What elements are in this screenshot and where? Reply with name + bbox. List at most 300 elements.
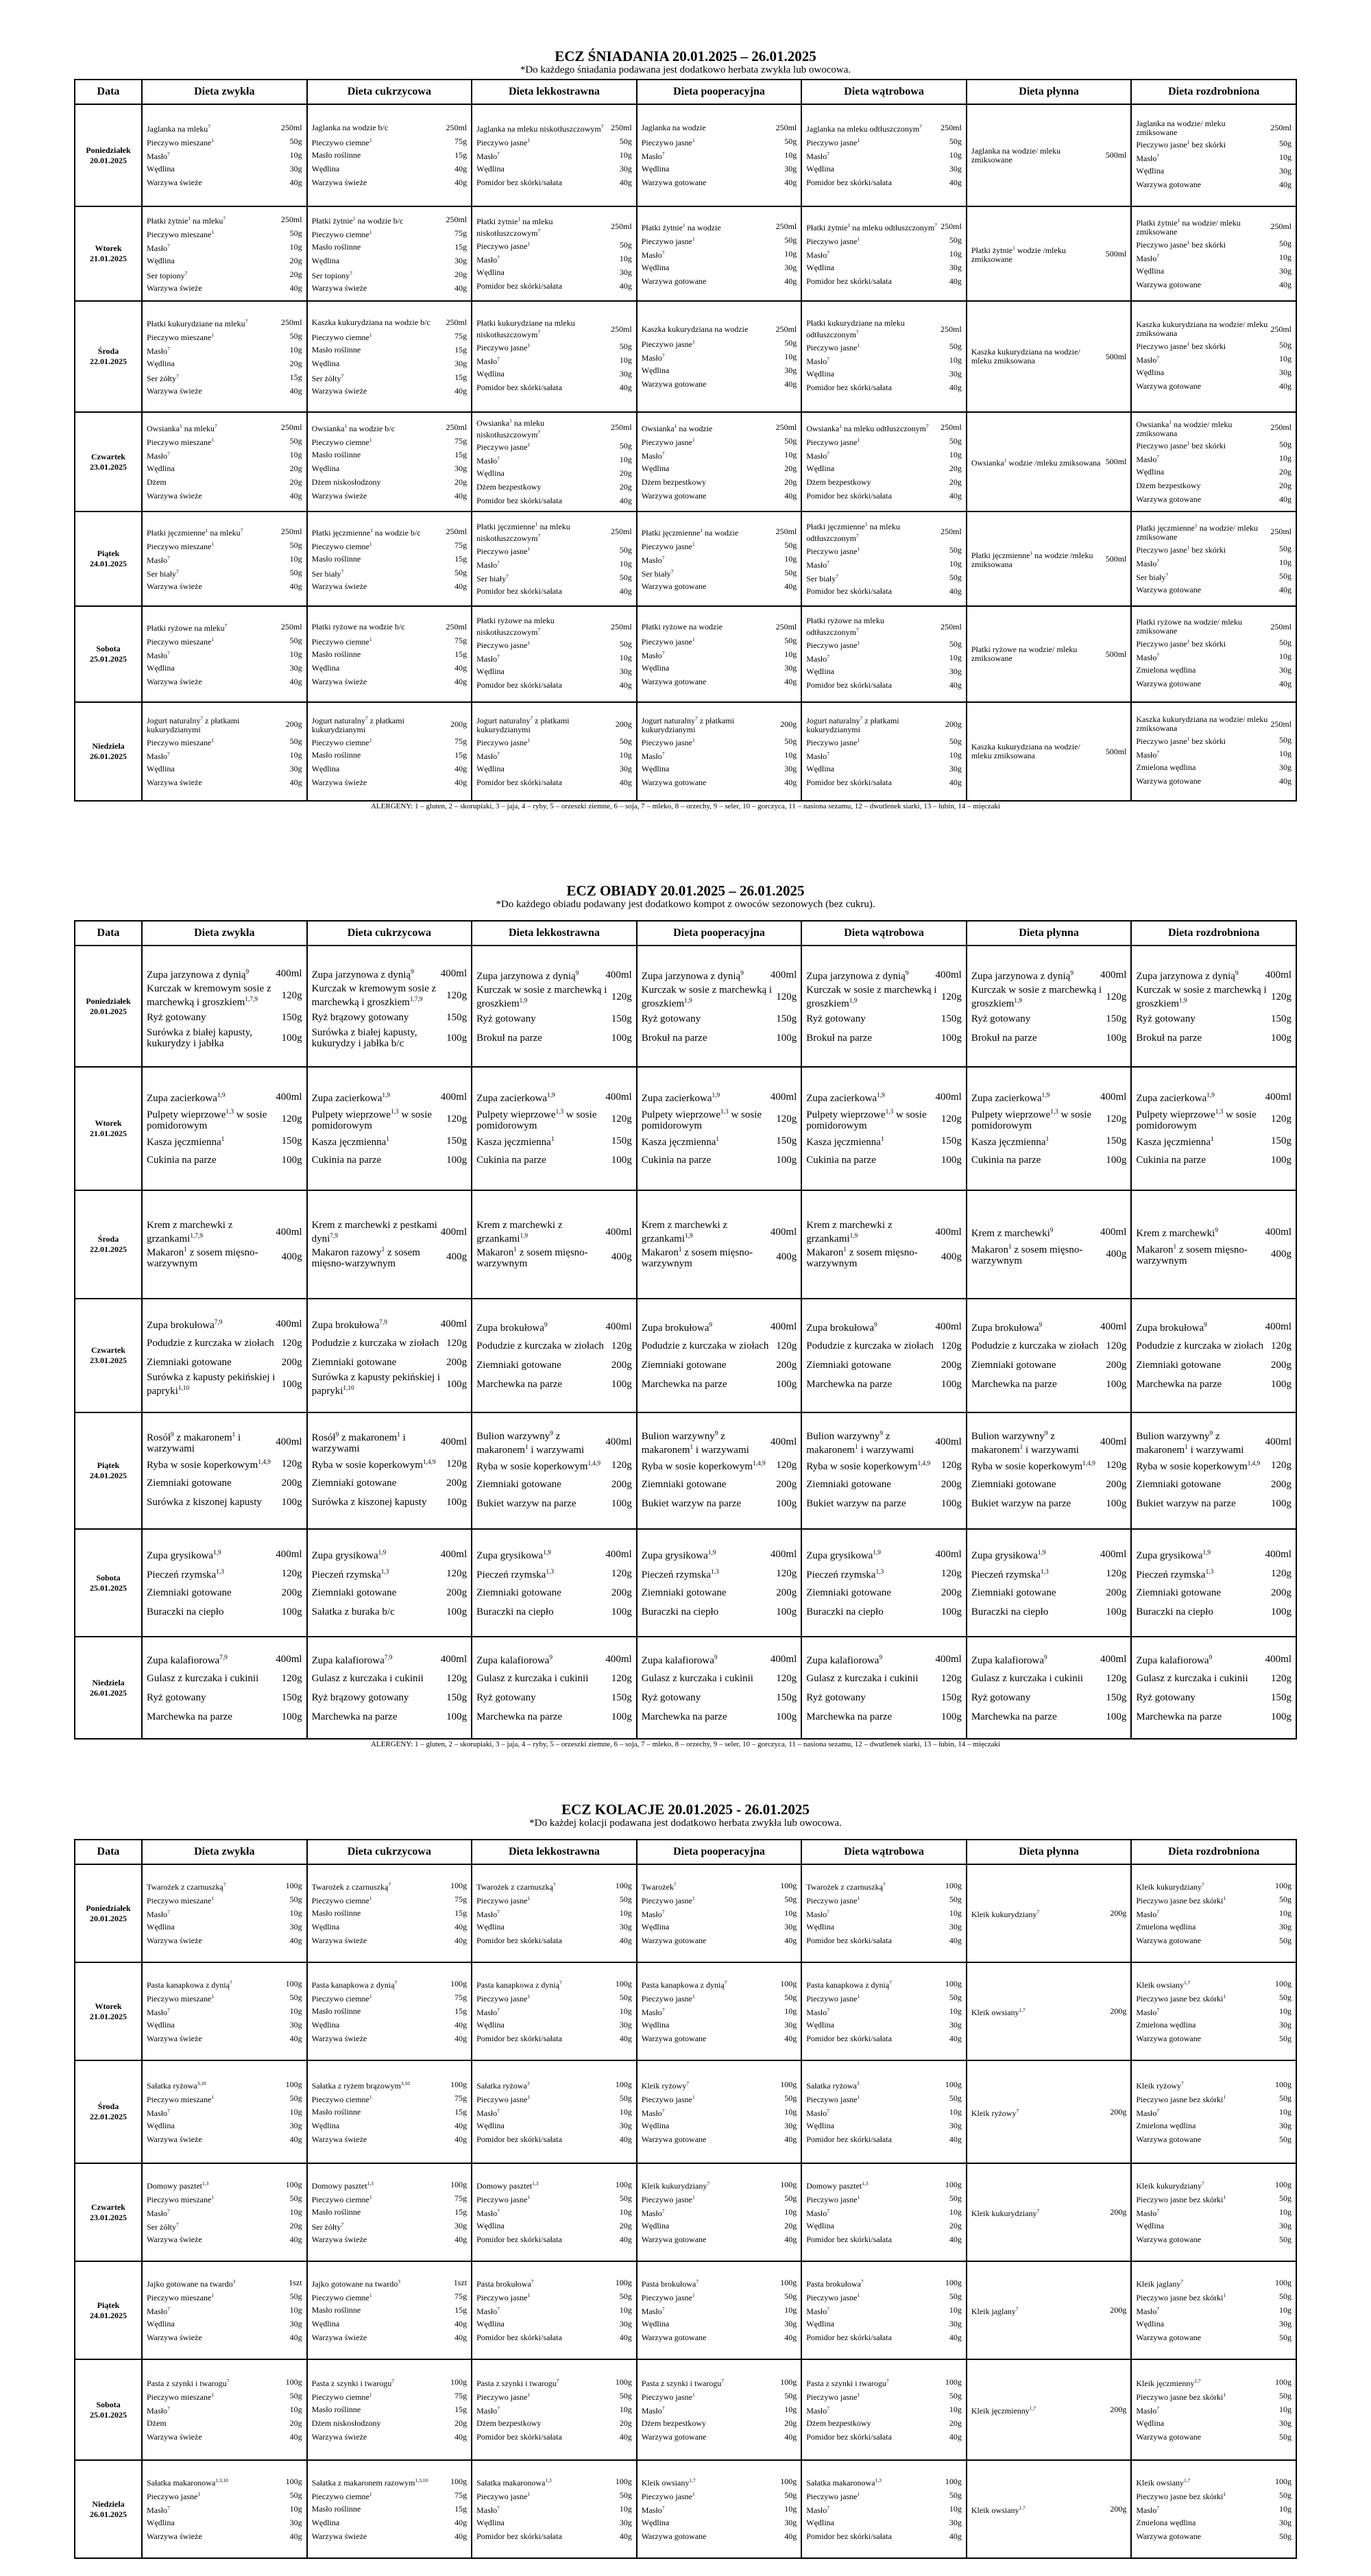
dish-name: Wędlina <box>806 2319 834 2328</box>
dish-portion: 10g <box>949 2405 962 2414</box>
dish-name: Ryż gotowany <box>971 1013 1031 1024</box>
dish-name: Buraczki na ciepło <box>971 1606 1049 1617</box>
menu-item <box>806 1336 962 1356</box>
dish-name: Marchewka na parze <box>971 1711 1057 1722</box>
menu-cell <box>142 1637 307 1739</box>
dish-portion: 100g <box>446 1155 468 1166</box>
menu-item <box>147 1934 302 1948</box>
dish-portion: 50g <box>1279 543 1291 553</box>
dish-name: Cukinia na parze <box>476 1155 546 1166</box>
menu-item <box>1136 2530 1291 2544</box>
menu-cell <box>307 702 472 801</box>
dish-name: Ziemniaki gotowane <box>147 1478 232 1489</box>
menu-item <box>147 2489 302 2503</box>
dish-name: Zupa brokułowa$^9$ <box>641 1322 713 1334</box>
dish-name: Podudzie z kurczaka w ziołach <box>641 1340 769 1351</box>
dish-portion: 100g <box>1106 1155 1127 1166</box>
dish-name: Krem z marchewki z pestkami dyni$^{7,9}$ <box>311 1220 437 1244</box>
diet-column-header: Dieta cukrzycowa <box>307 80 472 104</box>
dish-portion: 50g <box>1279 2391 1291 2400</box>
menu-item <box>806 1151 962 1170</box>
menu-item <box>312 2304 468 2318</box>
dish-portion: 200g <box>450 719 468 729</box>
dish-name: Kleik ryżowy$^7$ <box>641 2080 690 2091</box>
day-cell <box>75 2359 142 2460</box>
dish-portion: 40g <box>1279 775 1291 786</box>
menu-item <box>1136 636 1291 649</box>
day-date: 26.01.2025 <box>90 1687 127 1698</box>
dish-portion: 40g <box>619 2034 632 2043</box>
dish-portion: 120g <box>1106 991 1127 1002</box>
dish-portion: 10g <box>949 248 962 258</box>
dish-portion: 100g <box>611 1155 632 1166</box>
dish-name: Pomidor bez skórki/sałata <box>476 496 562 505</box>
dish-portion: 40g <box>289 676 302 686</box>
dish-name: Pieczywo ciemne$^1$ <box>311 2292 372 2302</box>
menu-item <box>312 1087 468 1107</box>
dish-portion: 30g <box>949 164 962 173</box>
day-name: Środa <box>97 2102 119 2111</box>
menu-item <box>1136 583 1291 597</box>
dish-name: Ziemniaki gotowane <box>476 1479 561 1490</box>
dish-portion: 30g <box>784 2020 797 2030</box>
menu-item <box>147 964 302 983</box>
dish-portion: 30g <box>454 358 468 368</box>
dish-name: Marchewka na parze <box>476 1379 563 1390</box>
menu-item <box>971 1650 1127 1669</box>
dish-name: Masło$^7$ <box>806 355 829 366</box>
menu-item <box>476 2119 632 2132</box>
menu-item <box>476 1131 632 1151</box>
dish-portion: 40g <box>784 777 797 787</box>
dish-portion: 400ml <box>605 1436 632 1447</box>
dish-name: Masło$^7$ <box>641 750 665 761</box>
dish-portion: 10g <box>1279 252 1291 262</box>
menu-item <box>476 2475 632 2489</box>
dish-name: Masło$^7$ <box>1136 153 1160 163</box>
menu-item <box>476 570 632 584</box>
dish-portion: 120g <box>941 991 962 1002</box>
menu-item <box>806 2078 962 2091</box>
dish-portion: 120g <box>941 1567 962 1579</box>
dish-portion: 100g <box>1275 2180 1291 2189</box>
dish-portion: 200g <box>1106 1479 1127 1490</box>
dish-portion: 15g <box>454 649 468 659</box>
dish-name: Warzywa gotowane <box>641 777 707 787</box>
dish-name: Pieczywo jasne$^1$ <box>641 1993 695 2003</box>
menu-item <box>476 319 632 339</box>
dish-portion: 250ml <box>446 422 468 432</box>
dish-name: Masło$^7$ <box>476 2107 500 2118</box>
menu-item <box>806 261 962 274</box>
menu-item <box>147 2132 302 2146</box>
menu-item <box>147 661 302 675</box>
dish-portion: 40g <box>619 2134 632 2144</box>
menu-item <box>642 525 797 538</box>
dish-name: Wędlina <box>311 662 340 673</box>
dish-name: Zupa zacierkowa$^{1,9}$ <box>1136 1092 1215 1104</box>
dish-name: Kleik owsiany$^{1,7}$ <box>1136 1979 1191 1990</box>
dish-portion: 50g <box>289 540 302 550</box>
dish-portion: 40g <box>454 581 468 591</box>
dish-portion: 50g <box>784 567 797 577</box>
menu-item <box>1136 1336 1291 1356</box>
menu-item <box>147 2290 302 2304</box>
menu-item <box>1136 2233 1291 2247</box>
menu-item <box>312 579 468 593</box>
dish-name: Pomidor bez skórki/sałata <box>476 382 562 392</box>
menu-item <box>642 2119 797 2132</box>
menu-item <box>147 775 302 789</box>
day-date: 25.01.2025 <box>90 2409 127 2420</box>
dish-name: Marchewka na parze <box>1136 1379 1222 1390</box>
dish-portion: 400ml <box>770 1092 797 1103</box>
dish-portion: 20g <box>289 255 302 265</box>
menu-item <box>1136 1131 1291 1151</box>
dish-name: Sałatka ryżowa$^3$ <box>806 2080 860 2091</box>
menu-cell <box>967 104 1132 206</box>
dish-name: Pieczywo jasne$^1$ <box>476 2194 531 2204</box>
menu-cell <box>472 104 637 206</box>
date-column-header: Data <box>75 1840 142 1864</box>
menu-item <box>1136 320 1291 338</box>
menu-item <box>806 1456 962 1475</box>
menu-item <box>1136 1707 1291 1726</box>
dish-portion: 400g <box>776 1251 797 1262</box>
menu-item <box>806 274 962 288</box>
dish-portion: 50g <box>454 567 468 577</box>
dish-portion: 400ml <box>440 1092 468 1103</box>
dish-name: Surówka z kapusty pekińskiej i papryki$^{1,10}$ <box>311 1372 441 1397</box>
dish-portion: 40g <box>619 586 632 596</box>
menu-cell <box>142 1299 307 1412</box>
dish-portion: 250ml <box>775 324 797 334</box>
dish-name: Ryba w sosie koperkowym$^{1,4,9}$ <box>476 1460 601 1472</box>
dish-portion: 400ml <box>935 1653 962 1665</box>
dish-name: Gulasz z kurczaka i cukinii <box>1136 1672 1248 1684</box>
dish-name: Kurczak w kremowym sosie z marchewką i groszkiem$^{1,7,9}$ <box>311 983 437 1008</box>
dish-portion: 120g <box>776 1672 797 1684</box>
dish-portion: 30g <box>454 464 468 473</box>
menu-item <box>312 2417 468 2431</box>
menu-item <box>312 149 468 162</box>
dish-portion: 400ml <box>440 1436 468 1447</box>
menu-item <box>806 1356 962 1375</box>
dish-name: Warzywa gotowane <box>641 581 707 591</box>
menu-item <box>642 2132 797 2146</box>
dish-portion: 120g <box>611 1460 632 1471</box>
menu-item <box>1136 1907 1291 1921</box>
dish-name: Masło$^7$ <box>1136 749 1160 760</box>
menu-item <box>1136 2376 1291 2390</box>
dish-portion: 10g <box>289 2006 302 2016</box>
menu-cell <box>637 301 802 412</box>
diet-column-header: Dieta rozdrobniona <box>1131 80 1296 104</box>
menu-item <box>147 1430 302 1454</box>
menu-item <box>1136 1602 1291 1622</box>
dish-name: Zupa grysikowa$^{1,9}$ <box>476 1549 551 1561</box>
dish-name: Masło$^7$ <box>147 450 170 461</box>
dish-portion: 20g <box>289 477 302 487</box>
dish-name: Kaszka kukurydziana na wodzie b/c <box>311 317 430 327</box>
dish-portion: 30g <box>289 2120 302 2130</box>
dish-name: Pieczywo jasne bez skórki$^1$ <box>1136 2093 1226 2104</box>
menu-item <box>1136 1545 1291 1564</box>
dish-name: Wędlina <box>806 164 834 173</box>
dish-name: Pieczywo ciemne$^1$ <box>311 2491 372 2501</box>
dish-name: Jaglanka na wodzie <box>641 123 706 132</box>
menu-item <box>312 121 468 135</box>
dish-name: Pasta brokułowa$^7$ <box>806 2278 864 2289</box>
menu-item <box>642 261 797 274</box>
menu-item <box>642 2078 797 2091</box>
dish-name: Warzywa świeże <box>147 2134 202 2144</box>
dish-portion: 100g <box>446 1032 468 1044</box>
dish-portion: 120g <box>281 1672 302 1684</box>
menu-item <box>806 2390 962 2403</box>
dish-name: Rosół$^9$ z makaronem$^1$ i warzywami <box>311 1432 406 1454</box>
menu-item <box>806 1375 962 1394</box>
dish-name: Pasta kanapkowa z dynią$^7$ <box>147 1979 232 1990</box>
menu-item <box>806 1921 962 1934</box>
menu-item <box>476 2192 632 2206</box>
dish-name: Brokuł na parze <box>971 1032 1037 1044</box>
menu-item <box>147 552 302 566</box>
dish-portion: 10g <box>619 455 632 464</box>
menu-item <box>1136 569 1291 583</box>
date-column-header: Data <box>75 921 142 946</box>
dish-portion: 150g <box>611 1013 632 1024</box>
dish-name: Pieczywo jasne$^1$ <box>476 736 531 747</box>
dish-portion: 40g <box>1279 180 1291 189</box>
dish-portion: 100g <box>945 2477 962 2486</box>
menu-item <box>806 2233 962 2247</box>
dish-portion: 30g <box>619 2518 632 2527</box>
menu-item <box>476 149 632 162</box>
dish-portion: 10g <box>619 253 632 263</box>
dish-portion: 30g <box>1279 2418 1291 2428</box>
dish-portion: 15g <box>454 749 468 760</box>
menu-item <box>147 1879 302 1893</box>
dish-name: Pieczeń rzymska$^{1,3}$ <box>971 1568 1049 1580</box>
dish-name: Warzywa świeże <box>147 491 202 501</box>
menu-item <box>1136 2431 1291 2444</box>
dish-name: Warzywa świeże <box>311 2134 367 2144</box>
dish-portion: 200g <box>941 1360 962 1371</box>
dish-name: Dżem bezpestkowy <box>806 477 871 487</box>
dish-portion: 10g <box>1279 2006 1291 2016</box>
dish-portion: 50g <box>289 228 302 238</box>
dish-portion: 200g <box>281 1478 302 1489</box>
dish-name: Pieczywo jasne$^1$ bez skórki <box>1136 735 1226 746</box>
dish-name: Pasta z szynki i twarogu$^7$ <box>806 2378 889 2388</box>
menu-item <box>642 2192 797 2206</box>
dish-name: Masło roślinne <box>311 649 361 659</box>
dish-portion: 40g <box>784 2333 797 2342</box>
menu-item <box>147 1688 302 1707</box>
dish-name: Cukinia na parze <box>1136 1155 1206 1166</box>
menu-item <box>147 634 302 647</box>
dish-name: Pomidor bez skórki/sałata <box>806 1936 892 1945</box>
menu-item <box>312 1921 468 1934</box>
dish-portion: 50g <box>289 635 302 645</box>
dish-portion: 250ml <box>446 621 468 631</box>
menu-item <box>147 1921 302 1934</box>
menu-item <box>971 1356 1127 1375</box>
menu-item <box>806 367 962 381</box>
dish-name: Zupa jarzynowa z dynią$^9$ <box>641 970 744 982</box>
dish-name: Wędlina <box>311 164 340 173</box>
menu-cell <box>801 946 967 1067</box>
menu-cell <box>637 1412 802 1529</box>
dish-portion: 20g <box>784 2418 797 2428</box>
dish-portion: 120g <box>941 1340 962 1351</box>
dish-portion: 30g <box>1279 1922 1291 1931</box>
menu-item <box>312 634 468 647</box>
dish-portion: 30g <box>949 368 962 378</box>
menu-item <box>642 714 797 734</box>
menu-item <box>971 2206 1127 2219</box>
menu-item <box>476 734 632 748</box>
dish-name: Pomidor bez skórki/sałata <box>806 2531 892 2541</box>
menu-item <box>147 2376 302 2390</box>
dish-name: Wędlina <box>311 2020 340 2030</box>
dish-name: Wędlina <box>1136 367 1165 377</box>
menu-item <box>642 661 797 675</box>
dish-name: Płatki żytnie$^1$ na mleku$^7$ <box>147 215 226 226</box>
dish-portion: 30g <box>1279 2020 1291 2030</box>
dish-name: Sałatka ryżowa$^3$ <box>476 2080 530 2091</box>
menu-item <box>476 1336 632 1356</box>
menu-item <box>476 2331 632 2345</box>
menu-item <box>147 2318 302 2331</box>
menu-item <box>312 525 468 538</box>
menu-cell <box>307 301 472 412</box>
menu-item <box>147 1151 302 1170</box>
dish-name: Ziemniaki gotowane <box>147 1357 232 1368</box>
dish-name: Dżem bezpestkowy <box>806 2418 871 2428</box>
dish-portion: 100g <box>281 1711 302 1722</box>
menu-cell <box>637 1962 802 2060</box>
dish-name: Zupa zacierkowa$^{1,9}$ <box>641 1092 720 1104</box>
menu-item <box>642 1650 797 1669</box>
menu-item <box>147 525 302 538</box>
menu-item <box>642 1220 797 1244</box>
menu-item <box>1136 365 1291 379</box>
dish-name: Wędlina <box>806 262 834 272</box>
dish-portion: 100g <box>1275 2278 1291 2287</box>
menu-item <box>312 2119 468 2132</box>
dish-name: Pomidor bez skórki/sałata <box>806 178 892 187</box>
dish-portion: 10g <box>1279 152 1291 162</box>
menu-item <box>312 620 468 634</box>
dish-portion: 50g <box>1279 2235 1291 2244</box>
dish-name: Ziemniaki gotowane <box>641 1360 727 1371</box>
menu-cell <box>801 1190 967 1299</box>
dish-name: Ziemniaki gotowane <box>971 1479 1056 1490</box>
dish-portion: 100g <box>1275 2377 1291 2387</box>
dish-portion: 120g <box>776 1114 797 1124</box>
menu-cell <box>307 606 472 702</box>
menu-item <box>476 1107 632 1131</box>
dish-name: Krem z marchewki$^9$ <box>971 1227 1054 1239</box>
dish-name: Pulpety wieprzowe$^{1,3}$ w sosie pomidorowym <box>147 1109 267 1131</box>
dish-name: Pomidor bez skórki/sałata <box>476 777 562 787</box>
menu-item <box>1136 479 1291 493</box>
menu-item <box>312 1934 468 1948</box>
dish-name: Masło$^7$ <box>147 2107 170 2118</box>
menu-item <box>642 2019 797 2032</box>
menu-item <box>147 2530 302 2544</box>
menu-item <box>312 2290 468 2304</box>
menu-item <box>806 381 962 394</box>
dish-name: Bulion warzywny$^9$ z makaronem$^1$ i warzywami <box>476 1430 585 1456</box>
dish-name: Warzywa gotowane <box>641 178 707 187</box>
dish-portion: 10g <box>289 2504 302 2514</box>
dish-name: Pieczywo mieszane$^1$ <box>147 2292 215 2302</box>
dish-portion: 10g <box>289 2106 302 2117</box>
dish-portion: 30g <box>1279 367 1291 377</box>
dish-portion: 75g <box>454 436 468 446</box>
dish-name: Pomidor bez skórki/sałata <box>806 276 892 286</box>
dish-portion: 40g <box>619 2432 632 2442</box>
dish-portion: 250ml <box>1270 221 1291 231</box>
dish-name: Wędlina <box>641 2319 670 2328</box>
menu-item <box>806 2192 962 2206</box>
dish-portion: 100g <box>941 1606 962 1617</box>
menu-item <box>642 1991 797 2005</box>
dish-name: Sałatka z buraka b/c <box>311 1606 395 1617</box>
dish-name: Sałatka makaronowa$^{1,3,10}$ <box>147 2477 228 2488</box>
dish-name: Pieczywo ciemne$^1$ <box>311 2194 372 2204</box>
menu-item <box>147 2032 302 2046</box>
dish-name: Pieczywo jasne$^1$ <box>641 736 695 747</box>
dish-portion: 10g <box>949 652 962 662</box>
dish-name: Masło$^7$ <box>641 249 665 260</box>
dish-portion: 50g <box>1279 2034 1291 2043</box>
menu-item <box>806 2516 962 2530</box>
menu-item <box>312 762 468 775</box>
dish-name: Ziemniaki gotowane <box>311 1357 397 1368</box>
menu-cell <box>801 1962 967 2060</box>
dish-name: Zupa brokułowa$^9$ <box>806 1322 877 1334</box>
dish-portion: 100g <box>776 1606 797 1617</box>
dish-portion: 400ml <box>770 1548 797 1560</box>
dish-name: Buraczki na ciepło <box>641 1606 719 1617</box>
dish-portion: 120g <box>1106 1460 1127 1471</box>
dish-portion: 10g <box>619 2006 632 2016</box>
menu-item <box>147 2503 302 2516</box>
menu-item <box>147 1131 302 1151</box>
menu-item <box>476 2078 632 2091</box>
dish-portion: 10g <box>784 2207 797 2217</box>
dish-portion: 40g <box>784 2134 797 2144</box>
dish-name: Warzywa gotowane <box>641 2235 707 2244</box>
dish-portion: 100g <box>941 1032 962 1044</box>
menu-item <box>147 2091 302 2105</box>
menu-item <box>476 2276 632 2290</box>
dish-portion: 20g <box>949 2221 962 2230</box>
menu-item <box>147 647 302 661</box>
dish-portion: 30g <box>1279 2319 1291 2328</box>
menu-cell <box>637 946 802 1067</box>
menu-cell <box>307 511 472 606</box>
dish-name: Masło$^7$ <box>641 2405 665 2416</box>
dish-name: Masło$^7$ <box>147 345 170 356</box>
dish-name: Pieczywo ciemne$^1$ <box>311 736 372 747</box>
menu-item <box>312 476 468 490</box>
menu-item <box>147 714 302 734</box>
